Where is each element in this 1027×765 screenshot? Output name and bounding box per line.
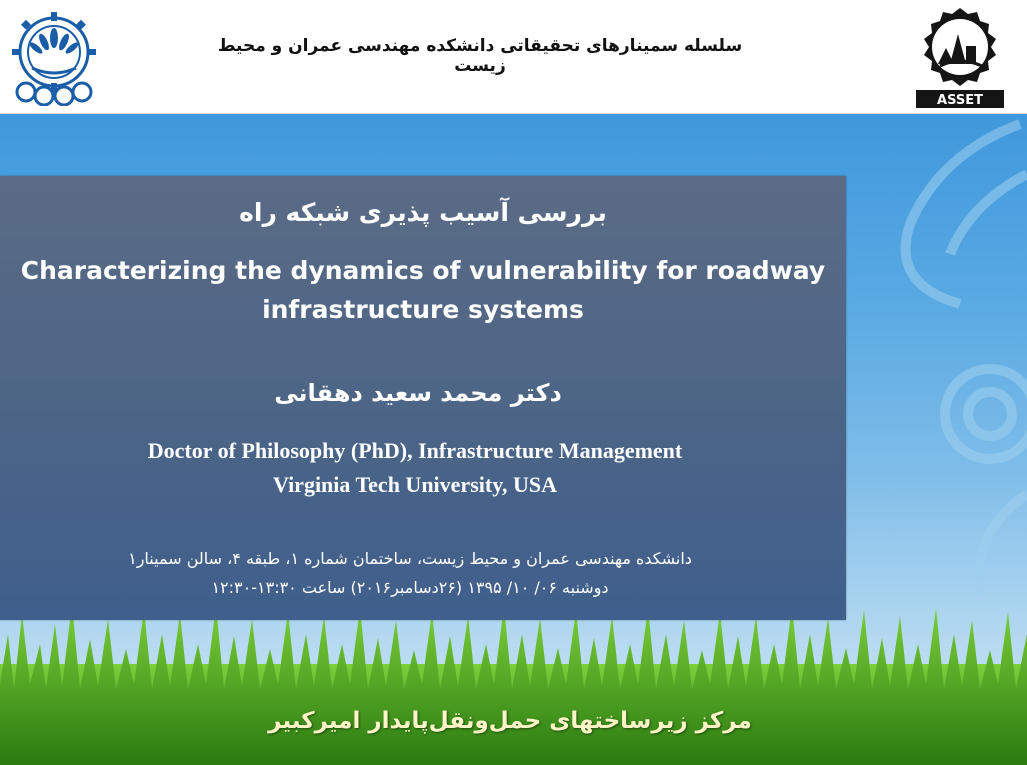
seminar-title-persian: بررسی آسیب پذیری شبکه راه [239, 198, 607, 227]
asset-logo-text: ASSET [937, 93, 983, 108]
seminar-title-english [10, 251, 836, 329]
footer-center-name: مرکز زیرساختهای حمل‌ونقل‌پایدار امیرکبیر [268, 708, 752, 734]
decorative-swirl-icon [820, 114, 1027, 634]
asset-logo-icon [910, 4, 1010, 112]
speaker-credentials [0, 434, 830, 502]
seminar-title-english-line2: infrastructure systems [262, 295, 584, 324]
header-bar [0, 0, 1027, 114]
seminar-date-time: دوشنبه ۰۶/ ۱۰/ ۱۳۹۵ (۲۶دسامبر۲۰۱۶) ساعت ۱۳:۳۰-۱۲:۳۰ [211, 578, 609, 597]
seminar-title-english-line1: Characterizing the dynamics of vulnerability for roadway [20, 256, 826, 285]
speaker-name-persian: دکتر محمد سعید دهقانی [274, 379, 562, 407]
seminar-venue: دانشکده مهندسی عمران و محیط زیست، ساختمان شماره ۱، طبقه ۴، سالن سمینار۱ [128, 549, 692, 568]
university-logo-icon [8, 8, 100, 106]
speaker-degree: Doctor of Philosophy (PhD), Infrastructure Management [147, 438, 683, 463]
seminar-venue-time [60, 544, 760, 602]
seminar-info-panel [0, 176, 846, 620]
header-title: سلسله سمینارهای تحقیقاتی دانشکده مهندسی عمران و محیط زیست [217, 36, 743, 76]
speaker-university: Virginia Tech University, USA [273, 472, 557, 497]
